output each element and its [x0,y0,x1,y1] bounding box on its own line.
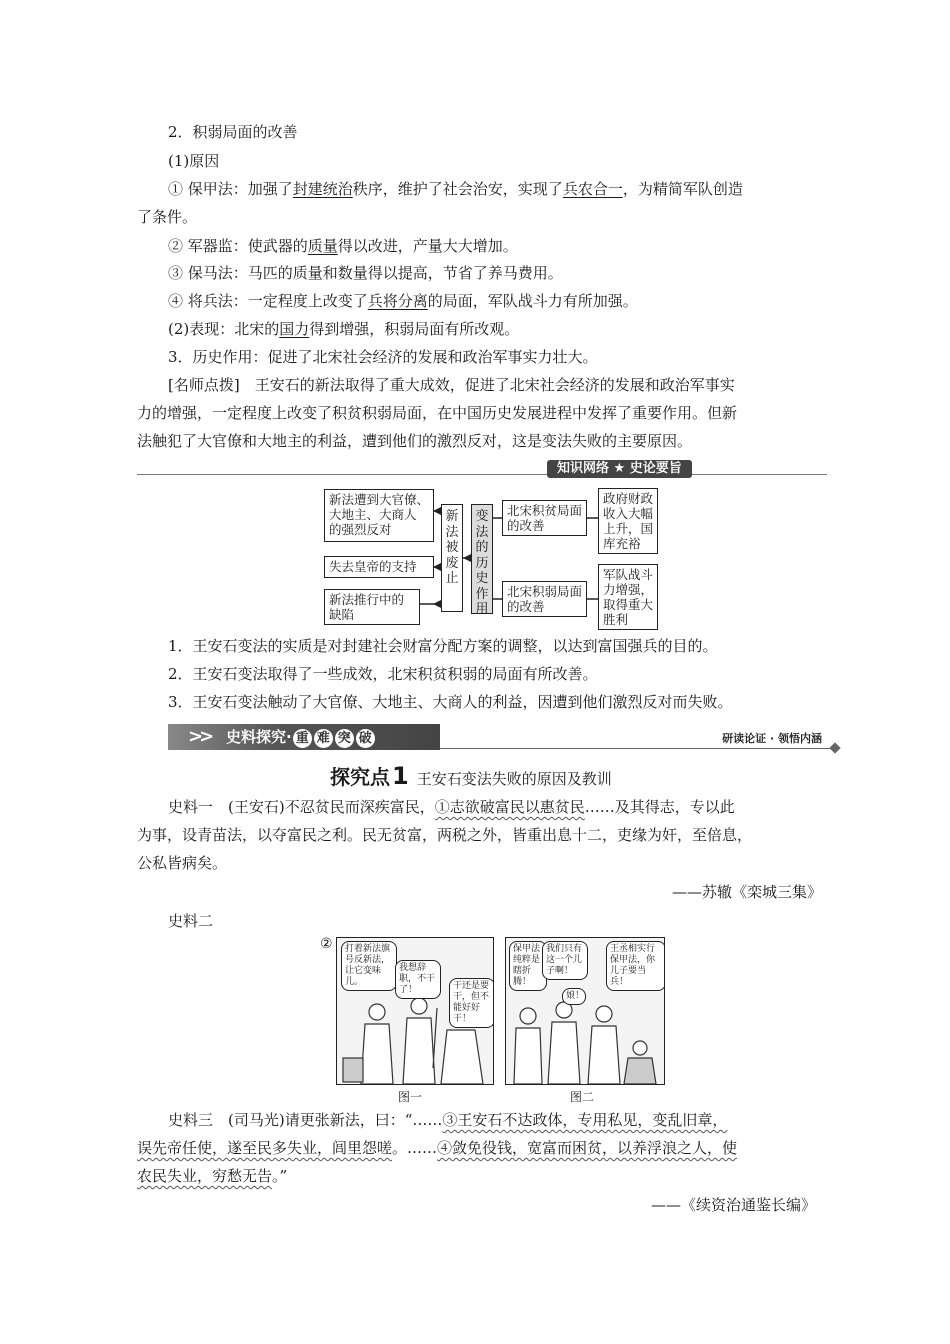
banner-subtitle: 研读论证 · 领悟内涵 [722,732,822,745]
source-exploration-banner [168,724,836,750]
summary-2: 2．王安石变法取得了一些成效，北宋积贫积弱的局面有所改善。 [168,665,598,683]
source3-line2: 误先帝任使，遂至民多失业，闾里怨嗟。……④敛免役钱，宽富而困贫，以养浮浪之人，使 [137,1139,738,1157]
teacher-tip-line3: 法触犯了大官僚和大地主的利益，遭到他们的激烈反对，这是变法失败的主要原因。 [137,432,693,450]
figure-1-caption: 图一 [398,1090,423,1104]
section-heading-3: 3．历史作用：促进了北宋社会经济的发展和政治军事实力壮大。 [168,348,598,366]
item-baojia: ① 保甲法：加强了封建统治秩序，维护了社会治安，实现了兵农合一，为精简军队创造 [168,180,743,198]
speech-bubble-2: 我想辞职，不干了！ [395,960,441,999]
cartoon-figure-1 [336,937,494,1085]
box-poverty-improved: 北宋积贫局面 的改善 [502,500,587,536]
exploration-point-heading: 探究点1 王安石变法失败的原因及教训 [330,762,612,790]
item-baoma: ③ 保马法：马匹的质量和数量得以提高，节省了养马费用。 [168,264,563,282]
star-icon: ★ [613,461,626,476]
banner-tag: 知识网络 ★ 史论要旨 [547,460,692,478]
source3-line3: 农民失业，穷愁无告。” [137,1167,288,1185]
figure-2-caption: 图二 [570,1090,595,1104]
box-implementation-flaws: 新法推行中的 缺陷 [324,589,420,625]
cartoon-figure-2 [505,937,665,1085]
box-strong-opposition: 新法遭到大官僚、 大地主、大商人 的强烈反对 [324,489,434,542]
speech-bubble-5: 我们只有这一个儿子啊！ [542,941,588,980]
item-junqijian: ② 军器监：使武器的质量得以改进，产量大大增加。 [168,237,518,255]
speech-bubble-7: 娘！ [562,988,586,1005]
box-new-law-abolished: 新 法 被 废 止 [441,504,463,612]
chevron-right-icon: >> [188,726,211,747]
summary-3: 3．王安石变法触动了大官僚、大地主、大商人的利益，因遭到他们激烈反对而失败。 [168,693,733,711]
cause-heading: (1)原因 [168,152,220,170]
box-lost-emperor-support: 失去皇帝的支持 [324,556,434,578]
cartoon-mark: ② [320,936,333,952]
item-jiangbing: ④ 将兵法：一定程度上改变了兵将分离的局面，军队战斗力有所加强。 [168,292,638,310]
source3-citation: ——《续资治通鉴长编》 [651,1196,817,1214]
teacher-tip-line2: 力的增强，一定程度上改变了积贫积弱局面，在中国历史发展进程中发挥了重要作用。但新 [137,404,738,422]
box-historical-role: 变 法 的 历 史 作 用 [471,504,493,614]
box-fiscal-result: 政府财政 收入大幅 上升，国 库充裕 [598,488,658,554]
summary-1: 1．王安石变法的实质是对封建社会财富分配方案的调整，以达到富国强兵的目的。 [168,637,718,655]
source1-line3: 公私皆病矣。 [137,854,228,872]
performance: (2)表现：北宋的国力得到增强，积弱局面有所改观。 [168,320,520,338]
item-baojia-cont: 了条件。 [137,208,198,226]
banner-title: 史料探究· 重 难 突 破 [226,727,376,748]
source1-line1: 史料一 (王安石)不忍贫民而深疾富民，①志欲破富民以惠贫民……及其得志，专以此 [168,798,735,816]
speech-bubble-4: 保甲法纯粹是瞎折腾！ [509,941,547,991]
source1-line2: 为事，设青苗法，以夺富民之利。民无贫富，两税之外，皆重出息十二，吏缘为奸，至倍息， [137,826,753,844]
source3-line1: 史料三 (司马光)请更张新法，曰：“……③王安石不达政体，专用私见，变乱旧章， [168,1111,728,1129]
speech-bubble-1: 打着新法旗号反新法，让它变味儿。 [341,941,397,991]
source1-citation: ——苏辙《栾城三集》 [672,883,823,901]
speech-bubble-6: 王丞相实行保甲法，你儿子要当兵！ [606,941,665,991]
box-military-result: 军队战斗 力增强， 取得重大 胜利 [598,564,658,630]
box-weakness-improved: 北宋积弱局面 的改善 [502,581,587,617]
teacher-tip-line1: [名师点拨] 王安石的新法取得了重大成效，促进了北宋社会经济的发展和政治军事实 [168,376,735,394]
source2-label: 史料二 [168,912,214,930]
speech-bubble-3: 干还是要干，但不能好好干！ [449,978,494,1028]
section-heading-2: 2．积弱局面的改善 [168,123,298,141]
